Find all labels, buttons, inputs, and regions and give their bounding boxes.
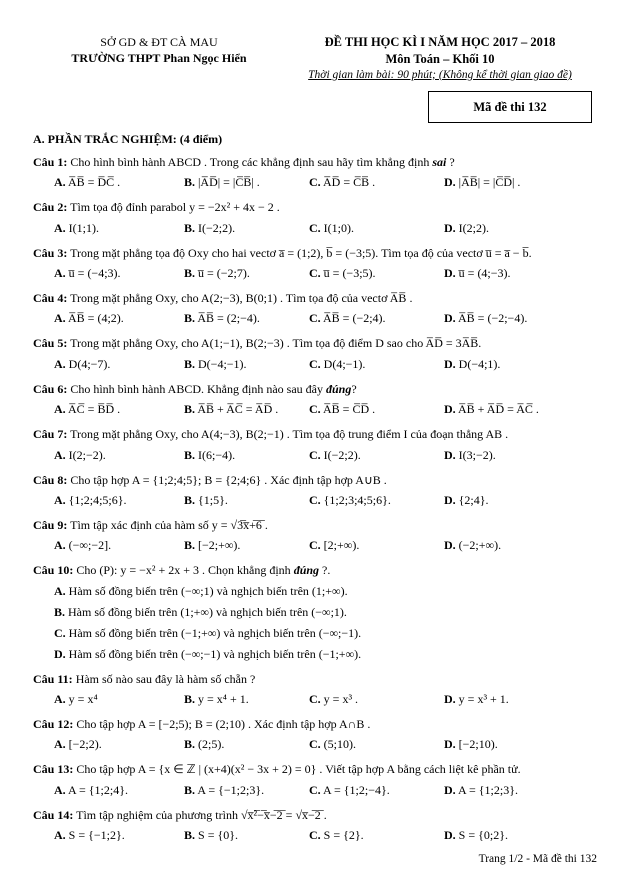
option-c: C. {1;2;3;4;5;6}. <box>309 492 391 507</box>
option-d: D. A = {1;2;3}. <box>444 782 518 797</box>
question-6 <box>33 381 595 420</box>
question-text: Câu 5: Trong mặt phẳng Oxy, cho A(1;−1), B(2;−3) . Tìm tọa độ điểm D sao cho A̅D̅ = 3A̅B̅. <box>33 336 482 351</box>
question-text: Câu 3: Trong mặt phẳng tọa độ Oxy cho hai vectơ a̅ = (1;2), b̅ = (−3;5). Tìm tọa độ của vectơ u̅ = a̅ − b̅. <box>33 245 532 260</box>
answer-options <box>33 445 595 466</box>
question-11 <box>33 671 595 710</box>
page-header <box>33 34 595 83</box>
question-number: Câu 8: <box>33 472 68 487</box>
option-d: D. D(−4;1). <box>444 356 501 371</box>
question-text: Câu 6: Cho hình bình hành ABCD. Khẳng định nào sau đây đúng? <box>33 381 357 396</box>
question-number: Câu 9: <box>33 517 68 532</box>
question-text: Câu 7: Trong mặt phẳng Oxy, cho A(4;−3), B(2;−1) . Tìm tọa độ trung điểm I của đoạn thẳng AB . <box>33 427 509 442</box>
option-b: B. Hàm số đồng biến trên (1;+∞) và nghịch biến trên (−∞;1). <box>54 604 347 619</box>
option-c: C. D(4;−1). <box>309 356 366 371</box>
option-a: A. Hàm số đồng biến trên (−∞;1) và nghịch biến trên (1;+∞). <box>54 583 348 598</box>
answer-options <box>33 780 595 801</box>
option-c: C. I(−2;2). <box>309 447 361 462</box>
option-a: A. A = {1;2;4}. <box>54 782 128 797</box>
option-d: D. |A̅B̅| = |C̅D̅| . <box>444 175 521 190</box>
option-d: D. {2;4}. <box>444 492 489 507</box>
school-name: TRƯỜNG THPT Phan Ngọc Hiển <box>71 51 247 66</box>
question-10 <box>33 562 595 664</box>
option-c: C. (5;10). <box>309 737 356 752</box>
question-number: Câu 4: <box>33 290 68 305</box>
answer-options <box>33 535 595 556</box>
option-c: C. Hàm số đồng biến trên (−1;+∞) và nghịch biến trên (−∞;−1). <box>54 625 362 640</box>
option-b: B. D(−4;−1). <box>184 356 247 371</box>
option-a: A. A̅C̅ = B̅D̅ . <box>54 402 121 417</box>
option-c: C. S = {2}. <box>309 828 364 843</box>
duration-line: Thời gian làm bài: 90 phút; (Không kể thời gian giao đề) <box>308 68 572 81</box>
question-14 <box>33 807 595 846</box>
option-a: A. S = {−1;2}. <box>54 828 125 843</box>
option-b: B. y = x⁴ + 1. <box>184 692 249 707</box>
answer-options <box>33 308 595 329</box>
option-d: D. A̅B̅ + A̅D̅ = A̅C̅ . <box>444 402 539 417</box>
header-left <box>33 34 285 66</box>
answer-options <box>33 263 595 284</box>
question-number: Câu 2: <box>33 200 68 215</box>
question-number: Câu 13: <box>33 762 74 777</box>
option-d: D. (−2;+∞). <box>444 538 502 553</box>
option-b: B. [−2;+∞). <box>184 538 241 553</box>
section-title: A. PHẦN TRẮC NGHIỆM: (4 điểm) <box>33 132 223 147</box>
question-text: Câu 10: Cho (P): y = −x² + 2x + 3 . Chọn khẳng định đúng ?. <box>33 563 331 578</box>
option-b: B. I(−2;2). <box>184 220 236 235</box>
option-c: C. [2;+∞). <box>309 538 360 553</box>
question-number: Câu 10: <box>33 563 74 578</box>
option-c: C. y = x³ . <box>309 692 359 707</box>
option-b: B. I(6;−4). <box>184 447 236 462</box>
option-b: B. A = {−1;2;3}. <box>184 782 265 797</box>
exam-title: ĐỀ THI HỌC KÌ I NĂM HỌC 2017 – 2018 <box>324 35 556 49</box>
subject-line: Môn Toán – Khối 10 <box>385 51 495 66</box>
question-number: Câu 11: <box>33 671 73 686</box>
question-text: Câu 8: Cho tập hợp A = {1;2;4;5}; B = {2;4;6} . Xác định tập hợp A∪B . <box>33 472 387 487</box>
option-d: D. I(2;2). <box>444 220 489 235</box>
option-d: D. u̅ = (4;−3). <box>444 265 511 280</box>
question-5 <box>33 335 595 374</box>
option-d: D. [−2;10). <box>444 737 498 752</box>
option-c: C. A̅D̅ = C̅B̅ . <box>309 175 376 190</box>
option-a: A. A̅B̅ = (4;2). <box>54 311 124 326</box>
question-13 <box>33 761 595 800</box>
question-number: Câu 1: <box>33 154 68 169</box>
option-a: A. I(1;1). <box>54 220 99 235</box>
option-c: C. I(1;0). <box>309 220 354 235</box>
option-d: D. Hàm số đồng biến trên (−∞;−1) và nghịch biến trên (−1;+∞). <box>54 646 362 661</box>
option-a: A. I(2;−2). <box>54 447 106 462</box>
page-footer: Trang 1/2 - Mã đề thi 132 <box>478 853 597 866</box>
option-a: A. {1;2;4;5;6}. <box>54 492 127 507</box>
question-number: Câu 12: <box>33 717 74 732</box>
question-number: Câu 14: <box>33 807 74 822</box>
question-text: Câu 2: Tìm tọa độ đỉnh parabol y = −2x² + 4x − 2 . <box>33 200 280 215</box>
question-4 <box>33 290 595 329</box>
answer-options <box>33 734 595 755</box>
question-text: Câu 4: Trong mặt phẳng Oxy, cho A(2;−3), B(0;1) . Tìm tọa độ của vectơ A̅B̅ . <box>33 290 413 305</box>
option-d: D. A̅B̅ = (−2;−4). <box>444 311 528 326</box>
question-8 <box>33 472 595 511</box>
answer-options <box>33 689 595 710</box>
option-d: D. I(3;−2). <box>444 447 496 462</box>
exam-code-box: Mã đề thi 132 <box>428 91 592 123</box>
question-2 <box>33 199 595 238</box>
question-12 <box>33 716 595 755</box>
question-9 <box>33 517 595 556</box>
option-a: A. [−2;2). <box>54 737 102 752</box>
question-number: Câu 6: <box>33 381 68 396</box>
option-b: B. {1;5}. <box>184 492 228 507</box>
option-a: A. A̅B̅ = D̅C̅ . <box>54 175 121 190</box>
question-text: Câu 9: Tìm tập xác định của hàm số y = √3̅x̅+̅6̅ . <box>33 517 268 532</box>
option-d: D. S = {0;2}. <box>444 828 508 843</box>
option-b: B. A̅B̅ = (2;−4). <box>184 311 260 326</box>
answer-options <box>33 825 595 846</box>
option-c: C. u̅ = (−3;5). <box>309 265 376 280</box>
question-number: Câu 7: <box>33 427 68 442</box>
option-b: B. A̅B̅ + A̅C̅ = A̅D̅ . <box>184 402 279 417</box>
option-a: A. D(4;−7). <box>54 356 111 371</box>
question-text: Câu 11: Hàm số nào sau đây là hàm số chẵn ? <box>33 671 256 686</box>
option-c: C. A̅B̅ = C̅D̅ . <box>309 402 376 417</box>
option-c: C. A = {1;2;−4}. <box>309 782 390 797</box>
question-text: Câu 13: Cho tập hợp A = {x ∈ ℤ | (x+4)(x² − 3x + 2) = 0} . Viết tập hợp A bằng cách liệt kê phần tử. <box>33 762 521 777</box>
question-text: Câu 12: Cho tập hợp A = [−2;5); B = (2;10) . Xác định tập hợp A∩B . <box>33 717 371 732</box>
answer-options <box>33 218 595 239</box>
option-c: C. A̅B̅ = (−2;4). <box>309 311 386 326</box>
answer-options <box>33 399 595 420</box>
question-number: Câu 5: <box>33 336 68 351</box>
option-d: D. y = x³ + 1. <box>444 692 509 707</box>
option-b: B. (2;5). <box>184 737 225 752</box>
header-right <box>285 34 595 83</box>
question-number: Câu 3: <box>33 245 68 260</box>
question-1 <box>33 154 595 193</box>
option-b: B. |A̅D̅| = |C̅B̅| . <box>184 175 260 190</box>
option-a: A. y = x⁴ <box>54 692 98 707</box>
answer-options <box>33 172 595 193</box>
option-a: A. u̅ = (−4;3). <box>54 265 121 280</box>
answer-options <box>33 490 595 511</box>
question-text: Câu 14: Tìm tập nghiệm của phương trình √x̅²̅−̅x̅−̅2̅ = √x̅−̅2̅ . <box>33 807 327 822</box>
answer-options <box>33 581 595 665</box>
department-name: SỞ GD & ĐT CÀ MAU <box>100 35 218 49</box>
option-a: A. (−∞;−2]. <box>54 538 112 553</box>
question-text: Câu 1: Cho hình bình hành ABCD . Trong các khẳng định sau hãy tìm khẳng định sai ? <box>33 154 455 169</box>
option-b: B. S = {0}. <box>184 828 238 843</box>
option-b: B. u̅ = (−2;7). <box>184 265 250 280</box>
question-7 <box>33 426 595 465</box>
answer-options <box>33 354 595 375</box>
question-3 <box>33 245 595 284</box>
